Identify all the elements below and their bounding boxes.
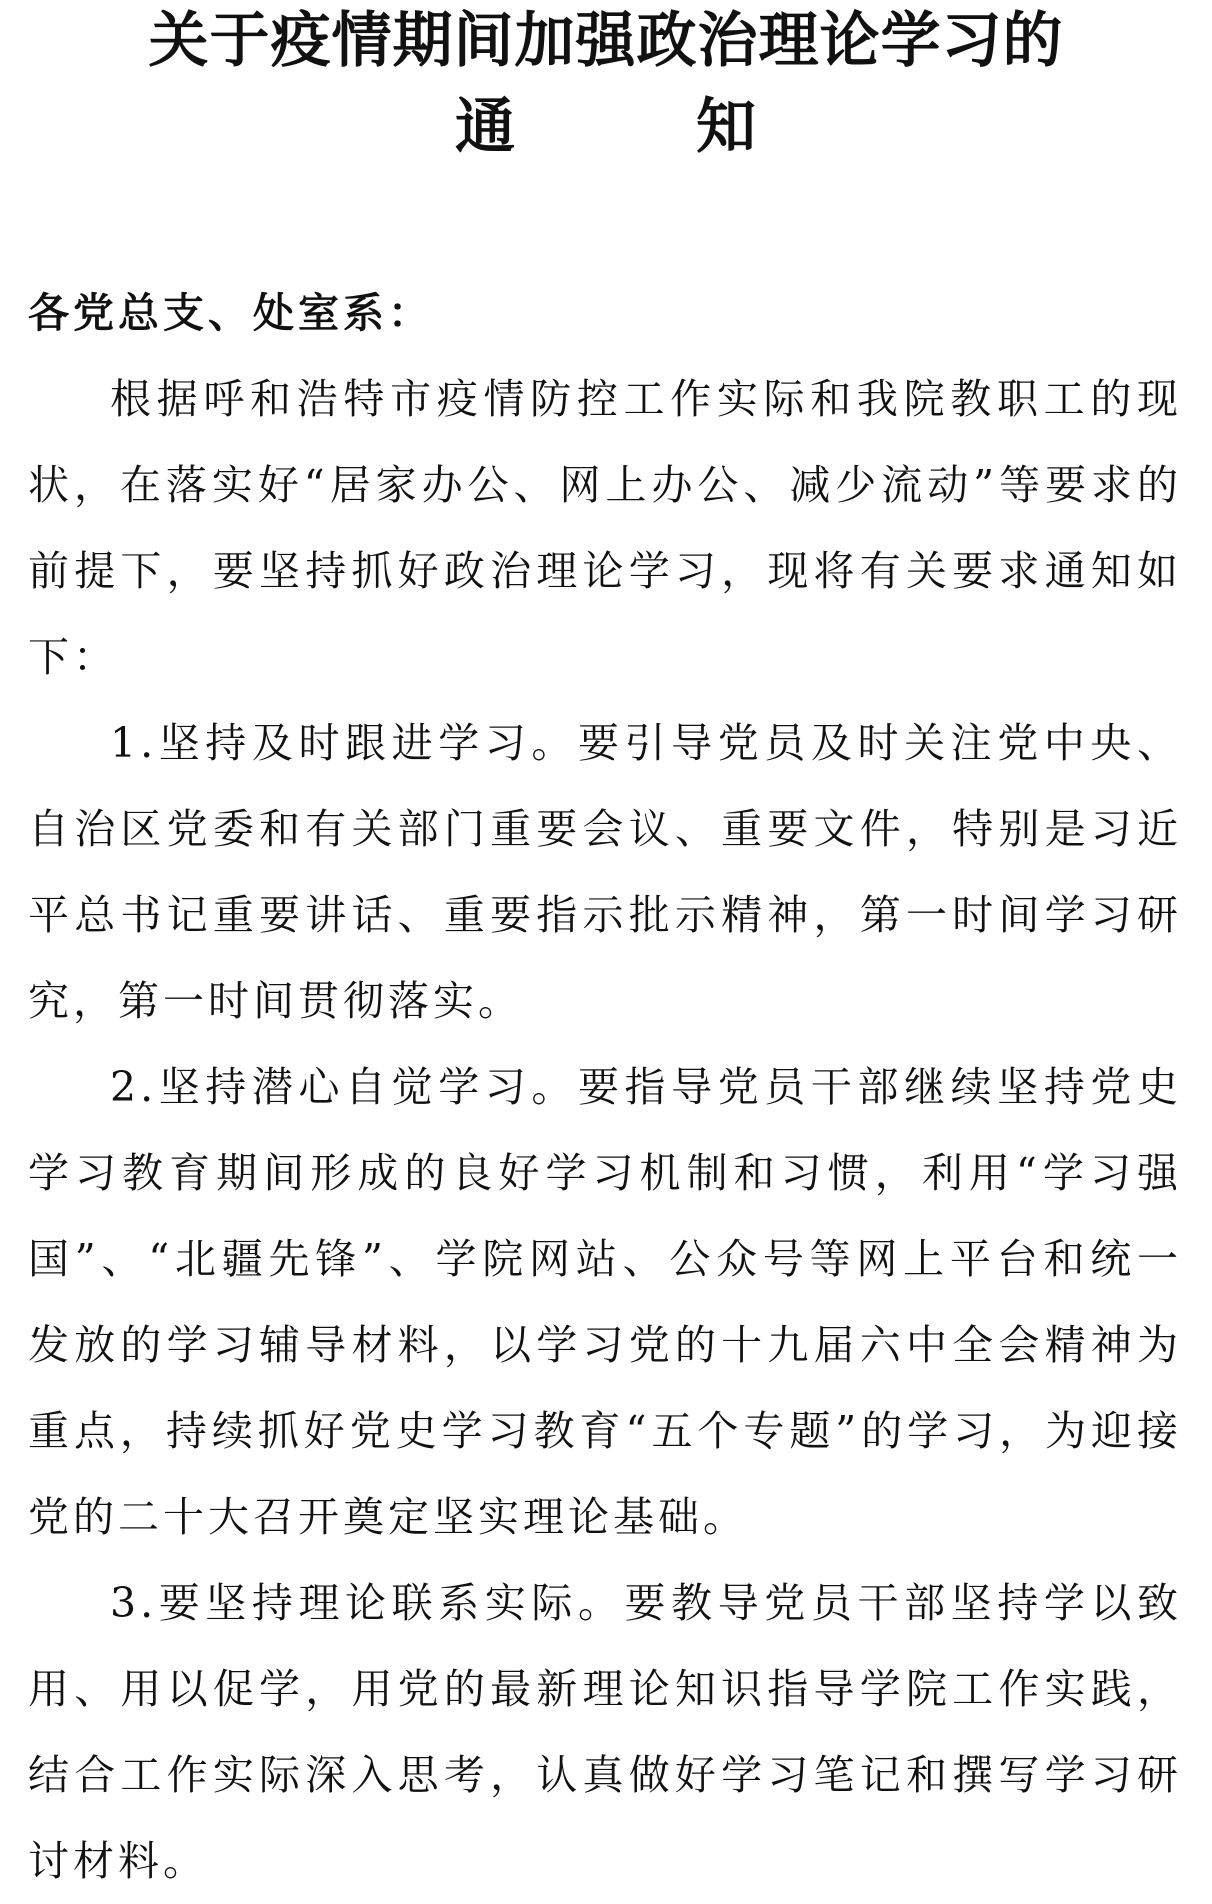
document-title-line-1: 关于疫情期间加强政治理论学习的 — [148, 6, 1064, 76]
paragraph-item-2: 2.坚持潜心自觉学习。要指导党员干部继续坚持党史学习教育期间形成的良好学习机制和习惯，利用“学习强国”、“北疆先锋”、学院网站、公众号等网上平台和统一发放的学习辅导材料，以学习党的十九届六中全会精神为重点，持续抓好党史学习教育“五个专题”的学习，为迎接党的二十大召开奠定坚实理论基础。 — [28, 1063, 1182, 1541]
title-word-tong: 通 — [455, 92, 516, 162]
paragraph-intro: 根据呼和浩特市疫情防控工作实际和我院教职工的现状，在落实好“居家办公、网上办公、减少流动”等要求的前提下，要坚持抓好政治理论学习，现将有关要求通知如下： — [28, 375, 1182, 681]
paragraph-item-1: 1.坚持及时跟进学习。要引导党员及时关注党中央、自治区党委和有关部门重要会议、重要文件，特别是习近平总书记重要讲话、重要指示批示精神，第一时间学习研究，第一时间贯彻落实。 — [28, 719, 1182, 1025]
document-body — [28, 270, 1182, 1904]
document-title-line-2 — [0, 92, 1212, 162]
paragraph-item-3: 3.要坚持理论联系实际。要教导党员干部坚持学以致用、用以促学，用党的最新理论知识指导学院工作实践，结合工作实际深入思考，认真做好学习笔记和撰写学习研讨材料。 — [28, 1579, 1182, 1885]
title-word-zhi: 知 — [696, 92, 757, 162]
salutation: 各党总支、处室系： — [28, 289, 433, 337]
